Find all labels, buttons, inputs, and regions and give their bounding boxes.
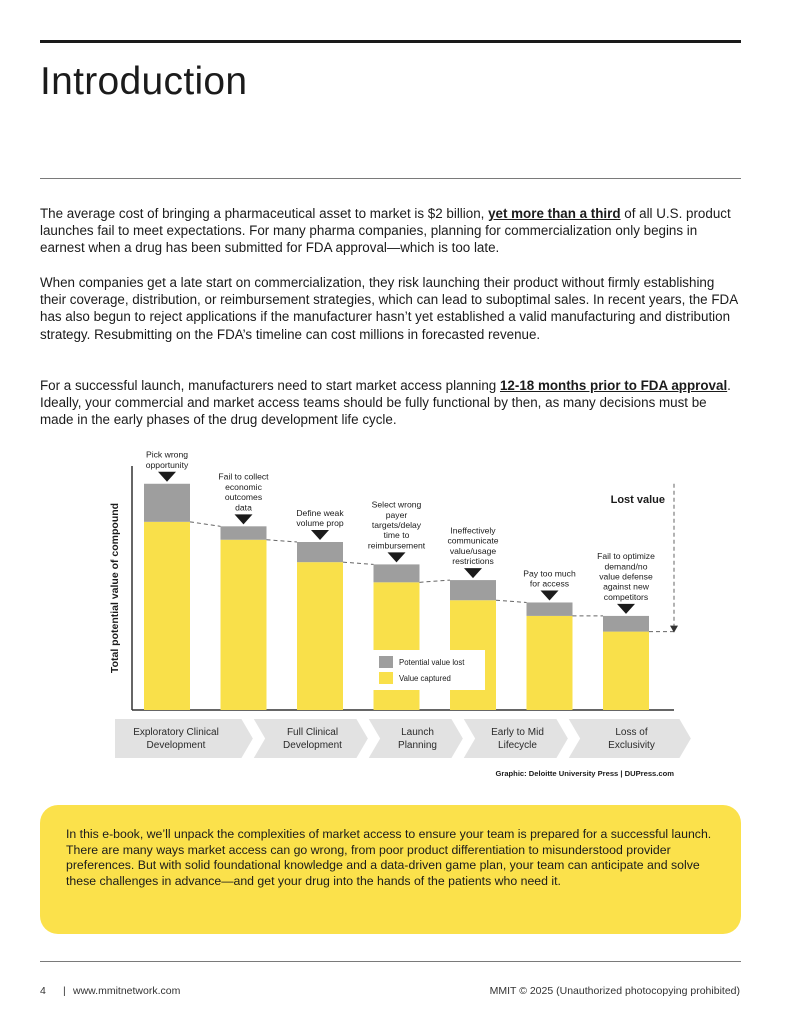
- bar-marker-2: [235, 514, 253, 524]
- p3-link[interactable]: 12-18 months prior to FDA approval: [499, 378, 728, 393]
- phase-label-4-line-2: Lifecycle: [498, 740, 537, 751]
- phase-label-1-line-1: Exploratory Clinical: [133, 727, 219, 738]
- legend-label-lost: Potential value lost: [399, 658, 465, 667]
- callout-text: In this e-book, we’ll unpack the complexities of market access to ensure your team is prepared for a successful launch. There are many ways market access can go wrong, from poor product differentiation to misunderstood provider preferences. But with solid foundational knowledge and a data-driven game plan, your team can anticipate and solve these challenges in advance—and get your drug into the hands of the patients who need it.: [66, 827, 712, 888]
- bar-label-2-line-4: data: [235, 502, 252, 513]
- legend-label-captured: Value captured: [399, 674, 451, 683]
- title-divider: [40, 178, 741, 179]
- dash-connector-1: [190, 522, 221, 526]
- p1-text-a: The average cost of bringing a pharmaceutical asset to market is $2 billion,: [40, 206, 489, 221]
- phase-label-2-line-2: Development: [283, 740, 342, 751]
- dash-connector-3: [343, 562, 374, 564]
- chart-svg: [104, 446, 704, 786]
- bar-label-7-line-5: competitors: [603, 591, 649, 602]
- callout-box: [40, 805, 741, 934]
- bar-label-5-line-3: value/usage: [449, 545, 497, 556]
- phase-chevron-3: [367, 718, 464, 759]
- bar-label-5-line-1: Ineffectively: [450, 525, 496, 536]
- bar-label-4-line-5: reimbursement: [367, 540, 426, 551]
- bar-lost-3: [297, 542, 343, 562]
- phase-chevron-1: [114, 718, 254, 759]
- bar-lost-7: [603, 616, 649, 632]
- bar-label-6-line-1: Pay too much: [523, 568, 576, 579]
- phase-label-5-line-1: Loss of: [615, 727, 648, 738]
- phase-label-3-line-1: Launch: [401, 727, 434, 738]
- legend-swatch-captured: [379, 672, 393, 684]
- bar-label-4-line-4: time to: [383, 530, 410, 541]
- bar-label-5-line-2: communicate: [447, 535, 499, 546]
- bar-label-7-line-1: Fail to optimize: [597, 551, 655, 562]
- bar-label-4-line-3: targets/delay: [371, 520, 422, 530]
- phase-chevron-2: [252, 718, 369, 759]
- bar-marker-1: [158, 472, 176, 482]
- p1-link[interactable]: yet more than a third: [488, 206, 621, 221]
- bar-captured-4: [374, 582, 420, 710]
- footer-copyright: MMIT © 2025 (Unauthorized photocopying prohibited): [489, 985, 740, 997]
- phase-label-1-line-2: Development: [146, 740, 206, 751]
- footer-website-link[interactable]: www.mmitnetwork.com: [73, 985, 181, 997]
- bar-label-2-line-3: outcomes: [224, 492, 263, 503]
- page-title: Introduction: [40, 60, 248, 103]
- p3-text-a: For a successful launch, manufacturers need to start market access planning: [40, 378, 500, 393]
- p1-text-b: of all U.S. product launches fail to meet expectations. For many pharma companies, planning for commercialization only begins in earnest when a drug has been submitted for FDA approval—which is too late.: [40, 206, 731, 256]
- bar-label-5-line-4: restrictions: [452, 556, 494, 567]
- bar-label-1-line-2: opportunity: [145, 459, 189, 470]
- bar-label-3-line-2: volume prop: [296, 518, 344, 528]
- bar-captured-1: [144, 522, 190, 710]
- footer-divider: [40, 961, 741, 962]
- intro-paragraph-3: [40, 377, 740, 429]
- bar-lost-2: [221, 526, 267, 539]
- footer-separator: |: [63, 985, 66, 997]
- bar-marker-4: [388, 552, 406, 562]
- dash-connector-4: [420, 580, 451, 582]
- bar-label-7-line-4: against new: [603, 581, 649, 592]
- bar-captured-7: [603, 632, 649, 710]
- y-axis-label: Total potential value of compound: [109, 502, 121, 674]
- bar-label-7-line-3: value defense: [599, 571, 653, 582]
- bar-captured-6: [527, 616, 573, 710]
- phase-label-2-line-1: Full Clinical: [286, 727, 339, 738]
- phase-chevron-4: [462, 718, 569, 759]
- bar-captured-3: [297, 562, 343, 710]
- bar-marker-6: [541, 590, 559, 600]
- bar-label-4-line-2: payer: [385, 509, 408, 520]
- lost-value-label: Lost value: [610, 493, 665, 506]
- phase-label-3-line-2: Planning: [398, 740, 437, 751]
- intro-paragraph-1: [40, 205, 740, 257]
- bar-marker-7: [617, 604, 635, 614]
- bar-lost-1: [144, 484, 190, 522]
- bar-marker-5: [464, 568, 482, 578]
- bar-label-2-line-2: economic: [225, 481, 262, 492]
- bar-label-1-line-1: Pick wrong: [145, 449, 189, 460]
- p3-text-b: . Ideally, your commercial and market access teams should be fully functional by then, as many decisions must be made in the early phases of the drug development life cycle.: [40, 378, 731, 428]
- bar-lost-5: [450, 580, 496, 600]
- phase-label-4-line-1: Early to Mid: [491, 727, 544, 738]
- bar-label-7-line-2: demand/no: [604, 561, 648, 572]
- dash-connector-5: [496, 600, 527, 602]
- dash-connector-2: [267, 540, 298, 542]
- bar-lost-6: [527, 602, 573, 615]
- bar-label-3-line-1: Define weak: [296, 507, 344, 518]
- top-rule: [40, 40, 741, 43]
- phase-label-5-line-2: Exclusivity: [608, 740, 655, 751]
- phase-chevron-5: [567, 718, 692, 759]
- bar-captured-2: [221, 540, 267, 710]
- bar-marker-3: [311, 530, 329, 540]
- bar-label-2-line-1: Fail to collect: [218, 471, 269, 482]
- chart-credit: Graphic: Deloitte University Press | DUPress.com: [495, 769, 674, 778]
- bar-lost-4: [374, 564, 420, 582]
- intro-paragraph-2: When companies get a late start on commercialization, they risk launching their product without firmly establishing their coverage, distribution, or reimbursement strategies, which can lead to suboptimal sales. In recent years, the FDA has also begun to reject applications if the manufacturer hasn’t yet established a valid manufacturing and distribution strategy. Resubmitting on the FDA’s timeline can cost millions in forecasted revenue.: [40, 275, 738, 342]
- value-loss-chart: [104, 446, 704, 786]
- legend-swatch-lost: [379, 656, 393, 668]
- page-number: 4: [40, 985, 46, 997]
- bar-label-4-line-1: Select wrong: [371, 499, 422, 510]
- bar-label-6-line-2: for access: [529, 578, 570, 589]
